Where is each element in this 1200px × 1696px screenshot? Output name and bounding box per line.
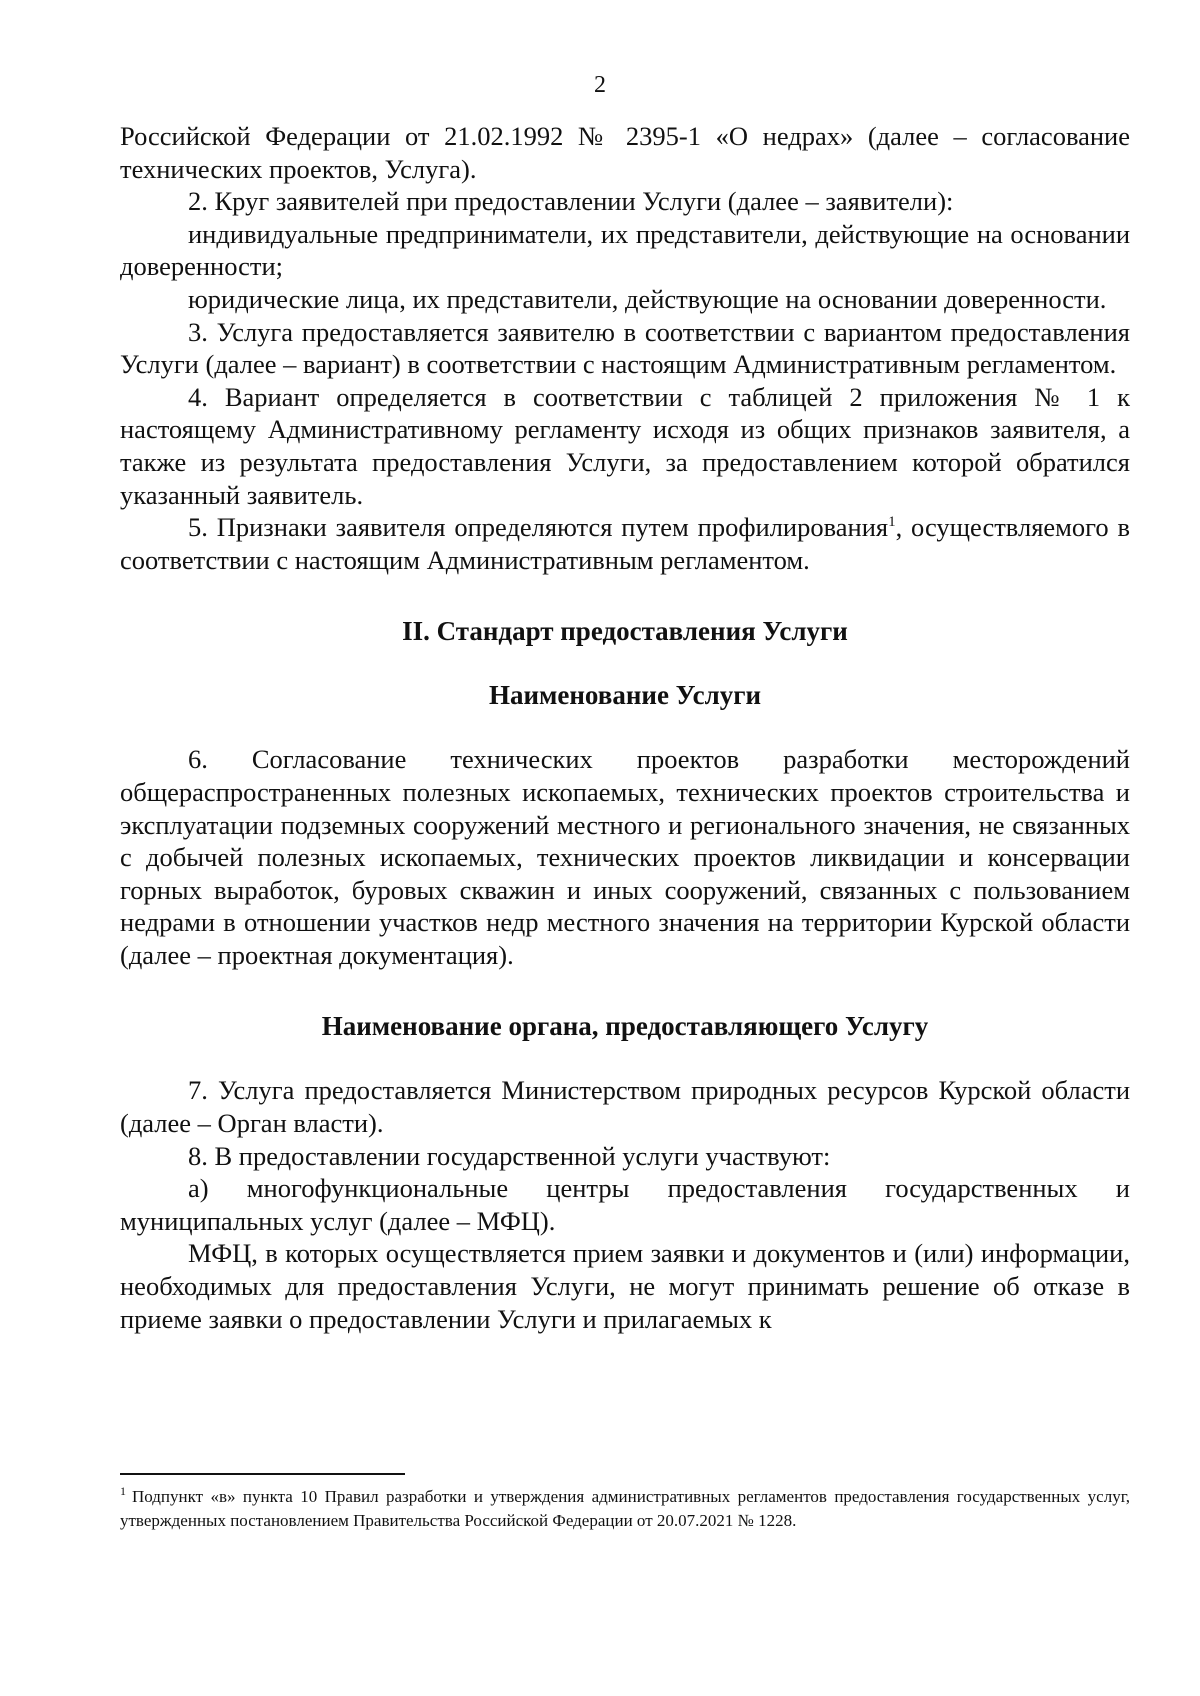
paragraph-7: 7. Услуга предоставляется Министерством природных ресурсов Курской области (далее – Орган власти). — [120, 1075, 1130, 1139]
section-heading: II. Стандарт предоставления Услуги — [402, 616, 848, 647]
footnote — [120, 1485, 1130, 1533]
paragraph-5-text: 5. Признаки заявителя определяются путем профилирования — [188, 512, 889, 543]
paragraph-applicants-legal-entities: юридические лица, их представители, действующие на основании доверенности. — [188, 283, 1107, 314]
paragraph-6: 6. Согласование технических проектов разработки месторождений общераспространенных полезных ископаемых, технических проектов строительства и эксплуатации подземных сооружений местного и регионального значения, не связанных с добычей полезных ископаемых, технических проектов ликвидации и консервации горных выработок, буровых скважин и иных сооружений, связанных с пользованием недрами в отношении участков недр местного значения на территории Курской области (далее – проектная документация). — [120, 744, 1130, 970]
paragraph-5 — [120, 511, 1130, 576]
paragraph-5-text-end: , осуществляемого в соответствии с настоящим Административным регламентом. — [120, 512, 1130, 575]
footnote-separator — [120, 1473, 405, 1475]
paragraph-continuation: Российской Федерации от 21.02.1992 № 2395-1 «О недрах» (далее – согласование технических проектов, Услуга). — [120, 121, 1130, 184]
paragraph-3: 3. Услуга предоставляется заявителю в соответствии с вариантом предоставления Услуги (далее – вариант) в соответствии с настоящим Административным регламентом. — [120, 316, 1130, 380]
document-body — [120, 120, 1130, 1335]
subheading-service-name: Наименование Услуги — [488, 680, 762, 711]
footnote-mark: 1 — [120, 1484, 126, 1499]
paragraph-mfc: МФЦ, в которых осуществляется прием заявки и документов и (или) информации, необходимых для предоставления Услуги, не могут принимать решение об отказе в приеме заявки о предоставлении Услуги и прилагаемых к — [120, 1238, 1130, 1334]
paragraph-applicants-entrepreneurs: индивидуальные предприниматели, их представители, действующие на основании доверенности; — [120, 218, 1130, 282]
footnote-reference: 1 — [888, 514, 896, 531]
footnote-text: Подпункт «в» пункта 10 Правил разработки и утверждения административных регламентов предоставления государственных услуг, утвержденных постановлением Правительства Российской Федерации от 20.07.2021 № 1228. — [120, 1487, 1130, 1530]
paragraph-8: 8. В предоставлении государственной услуги участвуют: — [188, 1140, 831, 1171]
paragraph-8a: а) многофункциональные центры предоставления государственных и муниципальных услуг (далее – МФЦ). — [120, 1173, 1130, 1236]
page-number: 2 — [594, 72, 606, 98]
subheading-authority: Наименование органа, предоставляющего Услугу — [321, 1011, 929, 1042]
paragraph-4: 4. Вариант определяется в соответствии с таблицей 2 приложения № 1 к настоящему Административному регламенту исходя из общих признаков заявителя, а также из результата предоставления Услуги, за предоставлением которой обратился указанный заявитель. — [120, 381, 1130, 510]
paragraph-2: 2. Круг заявителей при предоставлении Услуги (далее – заявители): — [188, 186, 954, 217]
